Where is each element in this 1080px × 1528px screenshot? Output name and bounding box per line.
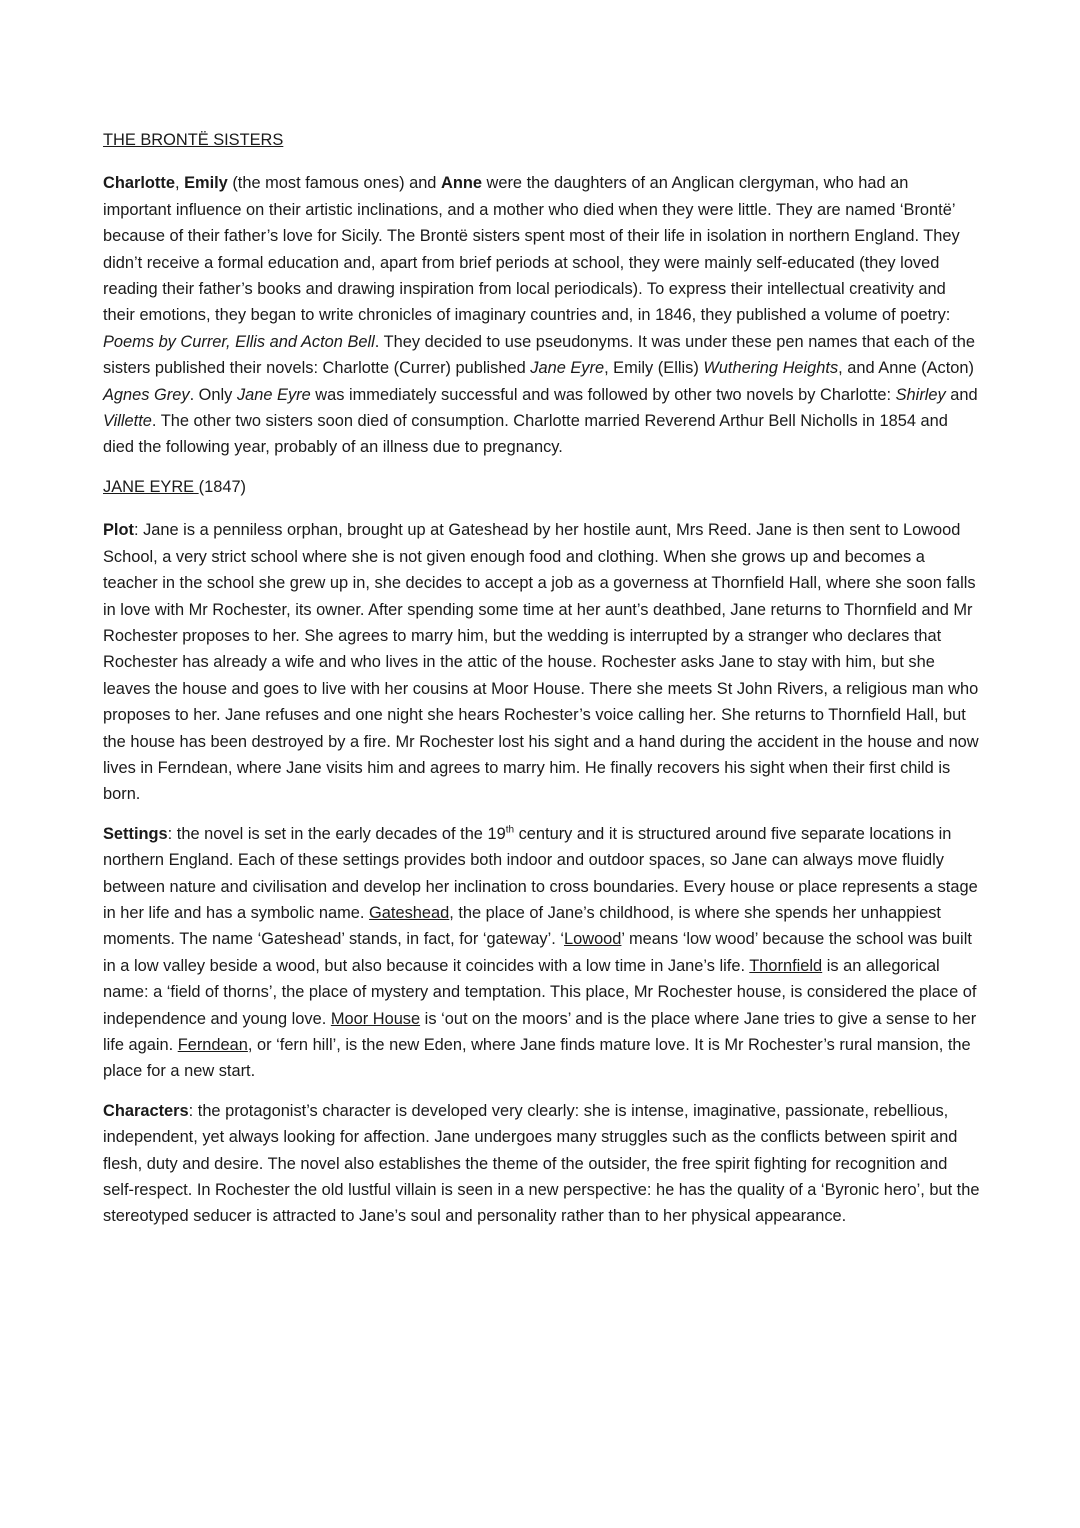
text-run: : the protagonist’s character is developed very clearly: she is intense, imaginative, passionate, rebellious, independent, yet always looking for affection. Jane undergoes many struggles such as the conflicts between spirit and flesh, duty and desire. The novel also establishes the theme of the outsider, the free spirit fighting for recognition and self-respect. In Rochester the old lustful villain is seen in a new perspective: he has the quality of a ‘Byronic hero’, but the stereotyped seducer is attracted to Jane’s soul and personality rather than to her physical appearance. [103,1101,980,1226]
text-run: : Jane is a penniless orphan, brought up at Gateshead by her hostile aunt, Mrs Reed. Jane is then sent to Lowood School, a very strict school where she is not given enough food and clothing. When she grows up and becomes a teacher in the school she grew up in, she decides to accept a job as a governess at Thornfield Hall, where she soon falls in love with Mr Rochester, its owner. After spending some time at her aunt’s deathbed, Jane returns to Thornfield and Mr Rochester proposes to her. She agrees to marry him, but the wedding is interrupted by a stranger who declares that Rochester has already a wife and who lives in the attic of the house. Rochester asks Jane to stay with him, but she leaves the house and goes to live with her cousins at Moor House. There she meets St John Rivers, a religious man who proposes to her. Jane refuses and one night she hears Rochester’s voice calling her. She returns to Thornfield Hall, but the house has been destroyed by a fire. Mr Rochester lost his sight and a hand during the accident in the house and now lives in Ferndean, where Jane visits him and agrees to marry him. He finally recovers his sight when their first child is born. [103,521,979,804]
text-run: is an allegorical name: a ‘field of thorns’, the place of mystery and temptation. This place, Mr Rochester house, is considered the place of independence and young love. [103,956,977,1028]
name-emily: Emily [184,174,228,193]
text-run: . They decided to use pseudonyms. It was under these pen names that each of the sisters published their novels: Charlotte (Currer) published [103,332,975,378]
heading-text: THE BRONTË SISTERS [103,131,284,149]
heading-year: (1847) [198,477,247,496]
text-run: , the place of Jane’s childhood, is where she spends her unhappiest moments. The name ‘Gateshead’ stands, in fact, for ‘gateway’. ‘ [103,903,941,949]
place-gateshead: Gateshead [369,903,450,922]
paragraph-settings [103,821,980,1085]
text-run: ’ means ‘low wood’ because the school was built in a low valley beside a wood, but also because it coincides with a low time in Jane’s life. [103,930,972,975]
label-settings: Settings [103,824,168,843]
book-title-jane-eyre: Jane Eyre [236,385,311,404]
text-run: is ‘out on the moors’ and is the place where Jane tries to give a sense to her life again. [103,1009,977,1054]
text-run: was immediately successful and was followed by other two novels by Charlotte: [310,385,896,404]
document-body [103,127,980,1243]
book-title-shirley: Shirley [895,385,946,404]
section-heading-jane-eyre [103,474,980,500]
label-plot: Plot [103,521,134,540]
text-run: , or ‘fern hill’, is the new Eden, where Jane finds mature love. It is Mr Rochester’s rural mansion, the place for a new start. [103,1036,971,1081]
text-run: , [174,174,185,193]
book-title-villette: Villette [103,412,152,431]
paragraph-plot [103,517,980,807]
place-thornfield: Thornfield [749,956,823,975]
text-run: . Only [189,385,237,404]
place-lowood: Lowood [564,930,622,949]
label-characters: Characters [103,1101,189,1120]
place-ferndean: Ferndean [177,1036,248,1054]
book-title-jane-eyre: Jane Eyre [530,359,605,378]
section-heading-bronte-sisters [103,127,980,153]
book-title-poems: Poems by Currer, Ellis and Acton Bell [103,332,375,351]
paragraph-bronte-biography [103,170,980,460]
name-anne: Anne [440,174,482,193]
paragraph-characters [103,1098,980,1230]
text-run: . The other two sisters soon died of consumption. Charlotte married Reverend Arthur Bell Nicholls in 1854 and died the following year, probably of an illness due to pregnancy. [103,412,948,457]
book-title-agnes-grey: Agnes Grey [103,385,190,404]
book-title-wuthering-heights: Wuthering Heights [703,359,839,378]
superscript-th: th [505,824,515,836]
text-run: , and Anne (Acton) [838,359,974,378]
heading-title: JANE EYRE [103,477,199,496]
text-run: and [945,385,978,404]
place-moor-house: Moor House [330,1009,421,1028]
text-run: : the novel is set in the early decades of the 19 [167,824,506,843]
text-run: century and it is structured around five separate locations in northern England. Each of these settings provides both indoor and outdoor spaces, so Jane can always move fluidly between nature and civilisation and develop her inclination to cross boundaries. Every house or place represents a stage in her life and has a symbolic name. [103,824,978,922]
text-run: were the daughters of an Anglican clergyman, who had an important influence on their artistic inclinations, and a mother who died when they were little. They are named ‘Brontë’ because of their father’s love for Sicily. The Brontë sisters spent most of their life in isolation in northern England. They didn’t receive a formal education and, apart from brief periods at school, they were mainly self-educated (they loved reading their father’s books and drawing inspiration from local periodicals). To express their intellectual creativity and their emotions, they began to write chronicles of imaginary countries and, in 1846, they published a volume of poetry: [103,174,960,325]
text-run: , Emily (Ellis) [604,359,704,378]
text-run: (the most famous ones) and [227,174,441,193]
name-charlotte: Charlotte [103,174,175,193]
